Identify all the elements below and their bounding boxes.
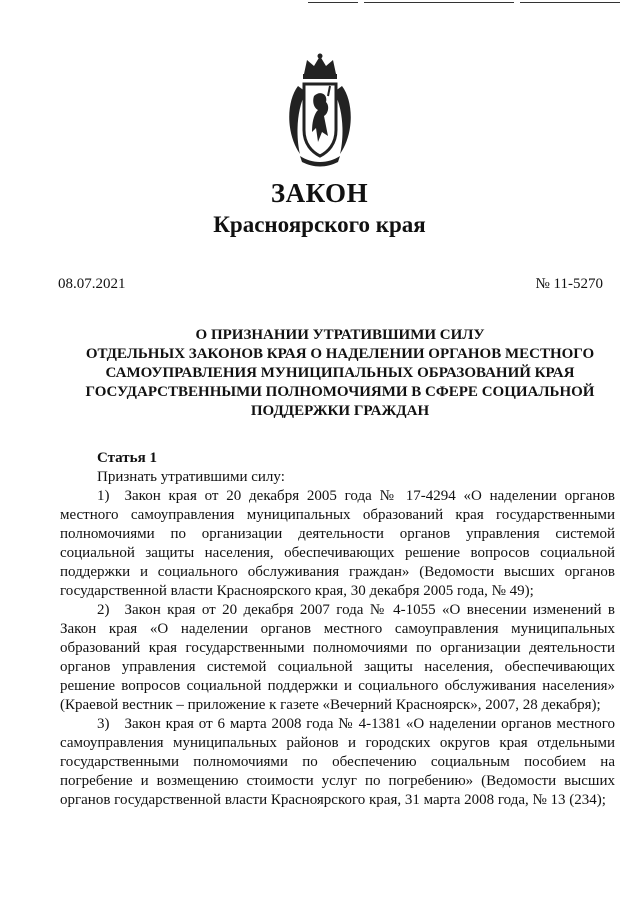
law-subtitle: Красноярского края xyxy=(213,212,426,237)
heading-line: ОТДЕЛЬНЫХ ЗАКОНОВ КРАЯ О НАДЕЛЕНИИ ОРГАНОВ МЕСТНОГО xyxy=(85,346,595,362)
coat-of-arms-emblem xyxy=(284,52,356,170)
top-rule-center xyxy=(364,2,514,3)
heading-line: О ПРИЗНАНИИ УТРАТИВШИМИ СИЛУ xyxy=(195,327,485,343)
law-number: № 11-5270 xyxy=(535,276,603,292)
law-date: 08.07.2021 xyxy=(58,276,126,292)
heading-line: САМОУПРАВЛЕНИЯ МУНИЦИПАЛЬНЫХ ОБРАЗОВАНИЙ КРАЯ xyxy=(105,365,575,381)
article-item: 3) Закон края от 6 марта 2008 года № 4-1381 «О наделении органов местного самоуправления муниципальных районов и городских округов края отдельными государственными полномочиями по обеспечению социальным пособием на погребение и возмещению стоимости услуг по погребению» (Ведомости высших органов государственной власти Красноярского края, 31 марта 2008 года, № 13 (234); xyxy=(60,716,615,808)
law-title: ЗАКОН xyxy=(270,178,369,208)
article-item: 2) Закон края от 20 декабря 2007 года № 4-1055 «О внесении изменений в Закон края «О наделении органов местного самоуправления муниципальных образований края государственными полномочиями по организации деятельности органов управления системой социальной защиты населения, обеспечивающих решение вопросов социальной поддержки и социального обслуживания населения» (Краевой вестник – приложение к газете «Вечерний Красноярск», 2007, 28 декабря); xyxy=(60,602,615,713)
article-title: Статья 1 xyxy=(97,450,157,466)
article-item: 1) Закон края от 20 декабря 2005 года № 17-4294 «О наделении органов местного самоуправления муниципальных образований края государственными полномочиями по организации деятельности органов управления системой социальной защиты населения, обеспечивающих решение вопросов социальной поддержки и социального обслуживания граждан» (Ведомости высших органов государственной власти Красноярского края, 30 декабря 2005 года, № 49); xyxy=(60,488,615,599)
heading-line: ПОДДЕРЖКИ ГРАЖДАН xyxy=(250,403,430,419)
article-body xyxy=(60,449,615,810)
article-lead: Признать утратившими силу: xyxy=(97,469,285,485)
heading-line: ГОСУДАРСТВЕННЫМИ ПОЛНОМОЧИЯМИ В СФЕРЕ СОЦИАЛЬНОЙ xyxy=(85,384,595,400)
law-heading xyxy=(60,326,620,421)
top-rule-left xyxy=(308,2,358,3)
top-rule-right xyxy=(520,2,620,3)
